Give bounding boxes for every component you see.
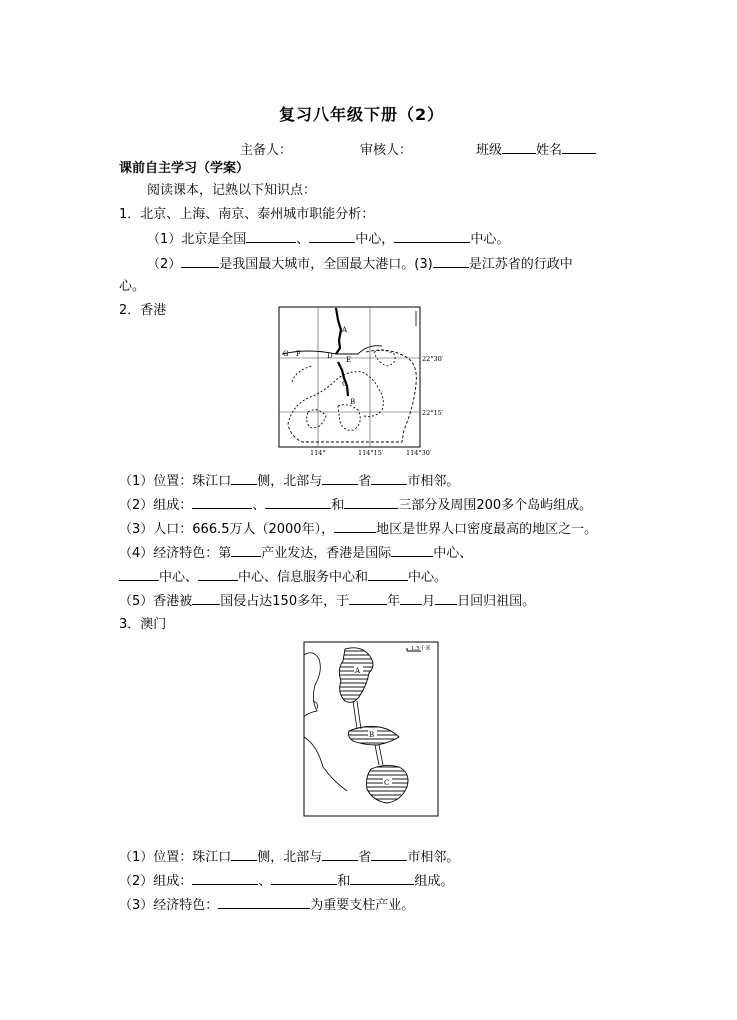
q2-text: 中心、信息服务中心和 xyxy=(238,570,369,585)
q2-text: 三部分及周围200多个岛屿组成。 xyxy=(398,498,593,513)
q2-text: 日回归祖国。 xyxy=(457,594,536,609)
preparer-label: 主备人： xyxy=(240,143,293,158)
macau-label-c: C xyxy=(384,779,390,787)
answer-blank[interactable] xyxy=(192,872,258,885)
macau-label-b: B xyxy=(369,731,375,739)
intro-text: 阅读课本，记熟以下知识点： xyxy=(147,183,317,198)
q2-line4 xyxy=(119,544,472,563)
q2-text: 地区是世界人口密度最高的地区之一。 xyxy=(376,522,598,537)
q3-text: 省 xyxy=(358,850,372,865)
q2-text: 年 xyxy=(387,594,401,609)
answer-blank[interactable] xyxy=(246,230,296,243)
q3-heading: 3．澳门 xyxy=(119,617,167,632)
name-blank[interactable] xyxy=(562,141,596,154)
q2-line2 xyxy=(119,496,592,515)
q2-text: 侧，北部与 xyxy=(257,474,323,489)
q3-line3 xyxy=(119,896,414,915)
answer-blank[interactable] xyxy=(231,472,257,485)
macau-label-a: A xyxy=(355,667,361,675)
q2-text: 中心、 xyxy=(159,570,199,585)
q2-text: 中心。 xyxy=(408,570,448,585)
q2-text: （3）人口：666.5万人（2000年）， xyxy=(119,522,335,537)
hk-label-e: E xyxy=(346,356,352,364)
answer-blank[interactable] xyxy=(400,592,422,605)
answer-blank[interactable] xyxy=(265,496,331,509)
page-title: 复习八年级下册（2） xyxy=(279,105,445,124)
answer-blank[interactable] xyxy=(192,592,220,605)
answer-blank[interactable] xyxy=(198,568,238,581)
q3-text: 市相邻。 xyxy=(407,850,460,865)
answer-blank[interactable] xyxy=(181,255,219,268)
scale-label: 1.5千米 xyxy=(411,646,431,652)
q2-text: （1）位置：珠江口 xyxy=(119,474,232,489)
name-label: 姓名 xyxy=(536,143,563,158)
q2-text: 和 xyxy=(331,498,345,513)
answer-blank[interactable] xyxy=(344,496,398,509)
hk-lat-label: 22°15′ xyxy=(422,409,444,417)
q3-text: 为重要支柱产业。 xyxy=(310,898,415,913)
q1-text: 中心， xyxy=(355,232,395,247)
answer-blank[interactable] xyxy=(394,230,470,243)
q2-text: 国侵占达150多年，于 xyxy=(220,594,350,609)
q1-line1 xyxy=(147,230,509,249)
answer-blank[interactable] xyxy=(218,896,310,909)
q1-text: （2） xyxy=(147,257,182,272)
q2-line1 xyxy=(119,472,459,491)
q2-text: 月 xyxy=(422,594,436,609)
q3-text: 侧，北部与 xyxy=(257,850,323,865)
q1-text: 、 xyxy=(296,232,310,247)
q1-text: 是江苏省的行政中 xyxy=(468,257,573,272)
q3-text: （1）位置：珠江口 xyxy=(119,850,232,865)
q3-text: 、 xyxy=(258,874,272,889)
answer-blank[interactable] xyxy=(371,472,407,485)
answer-blank[interactable] xyxy=(119,568,159,581)
answer-blank[interactable] xyxy=(433,255,469,268)
q1-text: （1）北京是全国 xyxy=(147,232,247,247)
hk-label-a: A xyxy=(342,326,348,334)
header-info xyxy=(240,141,596,160)
q1-line2 xyxy=(147,255,573,274)
q2-heading: 2．香港 xyxy=(119,303,167,318)
q2-text: 省 xyxy=(358,474,372,489)
hk-lat-label: 22°30′ xyxy=(422,355,444,363)
section-title: 课前自主学习（学案） xyxy=(119,161,250,176)
answer-blank[interactable] xyxy=(309,230,355,243)
q2-line5 xyxy=(119,568,447,587)
answer-blank[interactable] xyxy=(371,848,407,861)
answer-blank[interactable] xyxy=(391,544,433,557)
answer-blank[interactable] xyxy=(322,472,358,485)
hk-label-d: D xyxy=(327,352,333,360)
q3-text: （2）组成： xyxy=(119,874,193,889)
hong-kong-map xyxy=(278,306,468,456)
hk-label-b: B xyxy=(350,398,356,406)
q3-text: 组成。 xyxy=(414,874,454,889)
q2-text: 、 xyxy=(252,498,266,513)
hk-label-f: F xyxy=(296,350,301,358)
answer-blank[interactable] xyxy=(334,520,376,533)
q1-heading: 1．北京、上海、南京、泰州城市职能分析： xyxy=(119,207,375,222)
answer-blank[interactable] xyxy=(192,496,252,509)
answer-blank[interactable] xyxy=(435,592,457,605)
answer-blank[interactable] xyxy=(350,872,414,885)
q3-text: （3）经济特色： xyxy=(119,898,219,913)
q2-text: 产业发达，香港是国际 xyxy=(261,546,392,561)
q2-text: （2）组成： xyxy=(119,498,193,513)
q1-line3: 心。 xyxy=(119,279,146,294)
answer-blank[interactable] xyxy=(231,544,261,557)
reviewer-label: 审核人： xyxy=(360,143,413,158)
q2-text: 中心、 xyxy=(433,546,473,561)
hk-lon-label: 114° xyxy=(310,449,326,456)
q2-text: （4）经济特色：第 xyxy=(119,546,232,561)
answer-blank[interactable] xyxy=(271,872,337,885)
q3-line2 xyxy=(119,872,453,891)
hk-lon-label: 114°30′ xyxy=(406,449,432,456)
q3-text: 和 xyxy=(337,874,351,889)
q3-line1 xyxy=(119,848,459,867)
hk-label-c: C xyxy=(342,380,348,388)
class-label: 班级 xyxy=(476,143,503,158)
q1-text: 是我国最大城市，全国最大港口。(3) xyxy=(219,257,433,272)
answer-blank[interactable] xyxy=(368,568,408,581)
q2-line3 xyxy=(119,520,597,539)
q2-text: 市相邻。 xyxy=(407,474,460,489)
hk-label-g: G xyxy=(283,350,289,358)
class-blank[interactable] xyxy=(502,141,536,154)
answer-blank[interactable] xyxy=(349,592,387,605)
q2-text: （5）香港被 xyxy=(119,594,193,609)
hk-lon-label: 114°15′ xyxy=(358,449,384,456)
answer-blank[interactable] xyxy=(322,848,358,861)
q2-line6 xyxy=(119,592,535,611)
macau-map xyxy=(303,641,439,817)
q1-text: 中心。 xyxy=(470,232,510,247)
answer-blank[interactable] xyxy=(231,848,257,861)
